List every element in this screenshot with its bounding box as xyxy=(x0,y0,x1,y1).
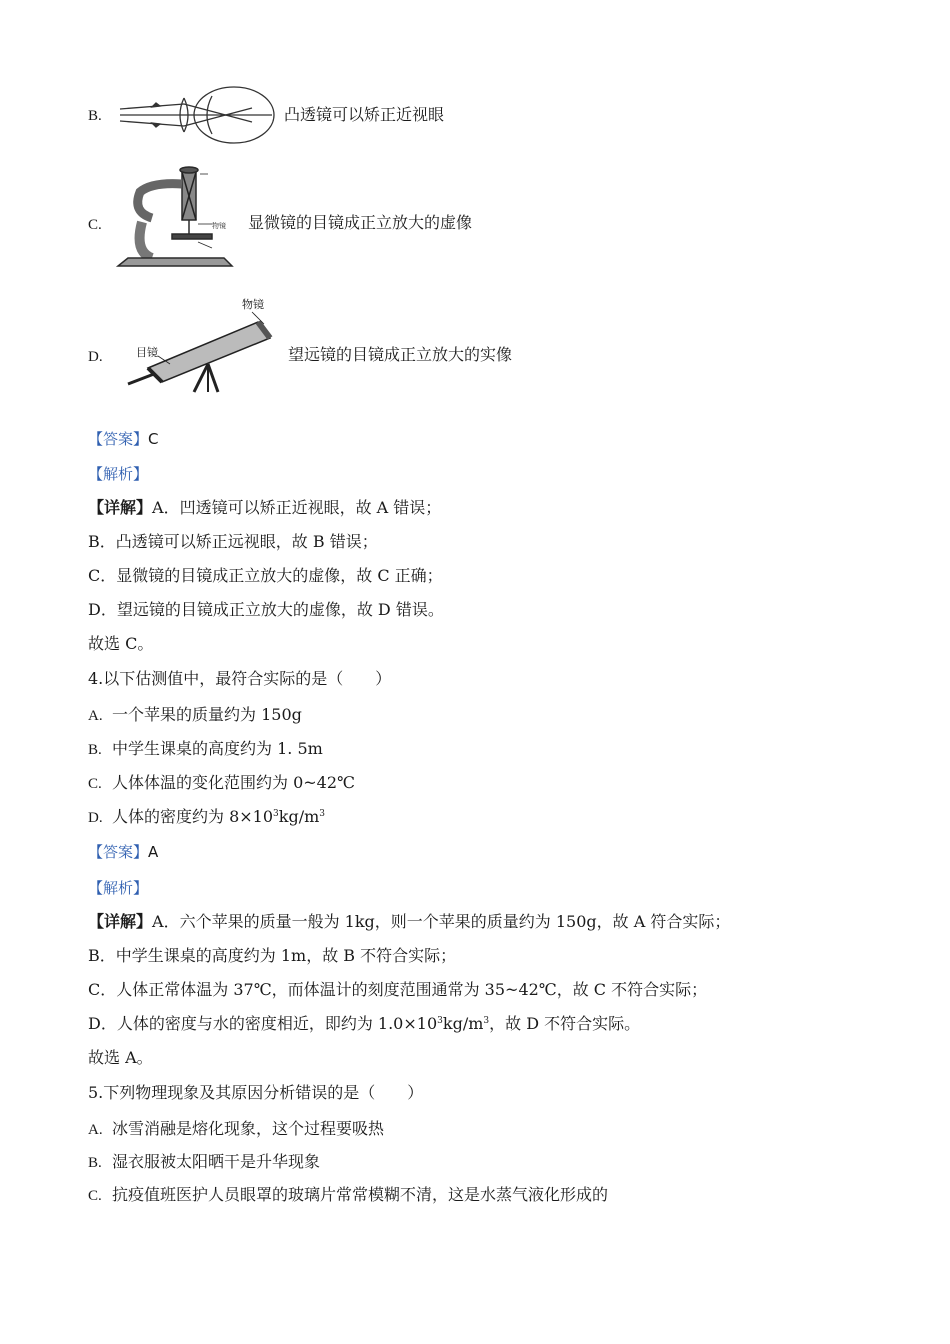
option-label: B. xyxy=(88,742,102,758)
exponent: 3 xyxy=(273,809,279,819)
microscope-diagram xyxy=(112,162,242,274)
q5-option-c xyxy=(88,1184,608,1207)
q4-detail-line-4 xyxy=(88,1013,640,1035)
q4-stem: 4.以下估测值中，最符合实际的是（ ） xyxy=(88,669,392,688)
q4-option-b xyxy=(88,738,323,761)
option-label: A. xyxy=(88,1122,103,1138)
option-label: A. xyxy=(88,708,103,724)
option-label: D. xyxy=(88,810,103,826)
option-label: C. xyxy=(88,1188,102,1204)
detail-text: ，故 D 不符合实际。 xyxy=(489,1014,641,1033)
q3-analysis xyxy=(88,463,148,485)
option-label: B. xyxy=(88,1155,102,1171)
option-text: 抗疫值班医护人员眼罩的玻璃片常常模糊不清，这是水蒸气液化形成的 xyxy=(112,1185,609,1204)
answer-tag: 【答案】 xyxy=(88,430,149,448)
eye-lens-diagram xyxy=(112,84,282,146)
q4-option-d xyxy=(88,806,325,829)
analysis-tag: 【解析】 xyxy=(88,465,149,483)
option-b-text: 凸透镜可以矫正近视眼 xyxy=(284,105,445,124)
unit: kg/m xyxy=(442,1014,484,1033)
q4-detail-line-3: C．人体正常体温为 37℃，而体温计的刻度范围通常为 35~42℃，故 C 不符合实际； xyxy=(88,980,708,999)
q5-option-a xyxy=(88,1118,384,1141)
detail-tag: 【详解】 xyxy=(88,498,153,517)
option-text: 中学生课桌的高度约为 1. 5m xyxy=(112,739,323,758)
option-text: 冰雪消融是熔化现象，这个过程要吸热 xyxy=(112,1119,385,1138)
q4-option-a xyxy=(88,704,302,727)
option-c-row xyxy=(88,213,112,236)
q5-stem: 5.下列物理现象及其原因分析错误的是（ ） xyxy=(88,1083,424,1102)
option-text: 湿衣服被太阳晒干是升华现象 xyxy=(112,1152,321,1171)
option-d-row xyxy=(88,345,112,368)
telescope-label-objective: 物镜 xyxy=(242,298,264,311)
q4-detail-line-1 xyxy=(88,911,730,933)
unit: kg/m xyxy=(278,807,320,826)
exponent: 3 xyxy=(319,809,326,819)
q3-answer xyxy=(88,428,159,450)
q4-answer xyxy=(88,841,158,863)
option-text: 人体的密度约为 8×10 xyxy=(112,807,274,826)
option-text: 人体体温的变化范围约为 0~42℃ xyxy=(112,773,355,792)
analysis-tag: 【解析】 xyxy=(88,879,149,897)
exponent: 3 xyxy=(483,1016,490,1026)
detail-text: A．六个苹果的质量一般为 1kg，则一个苹果的质量约为 150g，故 A 符合实际； xyxy=(152,912,731,931)
answer-value: A xyxy=(148,843,159,861)
telescope-label-eyepiece: 目镜 xyxy=(136,346,158,359)
option-c-text: 显微镜的目镜成正立放大的虚像 xyxy=(248,213,473,232)
q4-option-c xyxy=(88,772,355,795)
option-label: D. xyxy=(88,349,103,365)
exponent: 3 xyxy=(437,1016,443,1026)
q3-detail-line-2: B．凸透镜可以矫正远视眼，故 B 错误； xyxy=(88,532,378,551)
microscope-label-objective: 物镜 xyxy=(212,222,226,230)
detail-text: A．凹透镜可以矫正近视眼，故 A 错误； xyxy=(152,498,442,517)
option-b-row xyxy=(88,104,112,127)
q3-detail-line-3: C．显微镜的目镜成正立放大的虚像，故 C 正确； xyxy=(88,566,443,585)
q3-detail-line-4: D．望远镜的目镜成正立放大的虚像，故 D 错误。 xyxy=(88,600,444,619)
option-label: B. xyxy=(88,108,102,124)
q3-detail-line-1 xyxy=(88,497,441,519)
option-d-text: 望远镜的目镜成正立放大的实像 xyxy=(288,345,513,364)
option-text: 一个苹果的质量约为 150g xyxy=(112,705,302,724)
q4-detail-line-2: B．中学生课桌的高度约为 1m，故 B 不符合实际； xyxy=(88,946,457,965)
telescope-diagram xyxy=(118,294,286,398)
answer-tag: 【答案】 xyxy=(88,843,149,861)
detail-tag: 【详解】 xyxy=(88,912,153,931)
option-label: C. xyxy=(88,776,102,792)
q3-conclusion: 故选 C。 xyxy=(88,634,154,653)
q5-option-b xyxy=(88,1151,320,1174)
option-label: C. xyxy=(88,217,102,233)
detail-text: D．人体的密度与水的密度相近，即约为 1.0×10 xyxy=(88,1014,438,1033)
q4-conclusion: 故选 A。 xyxy=(88,1048,153,1067)
answer-value: C xyxy=(148,430,159,448)
q4-analysis xyxy=(88,877,148,899)
